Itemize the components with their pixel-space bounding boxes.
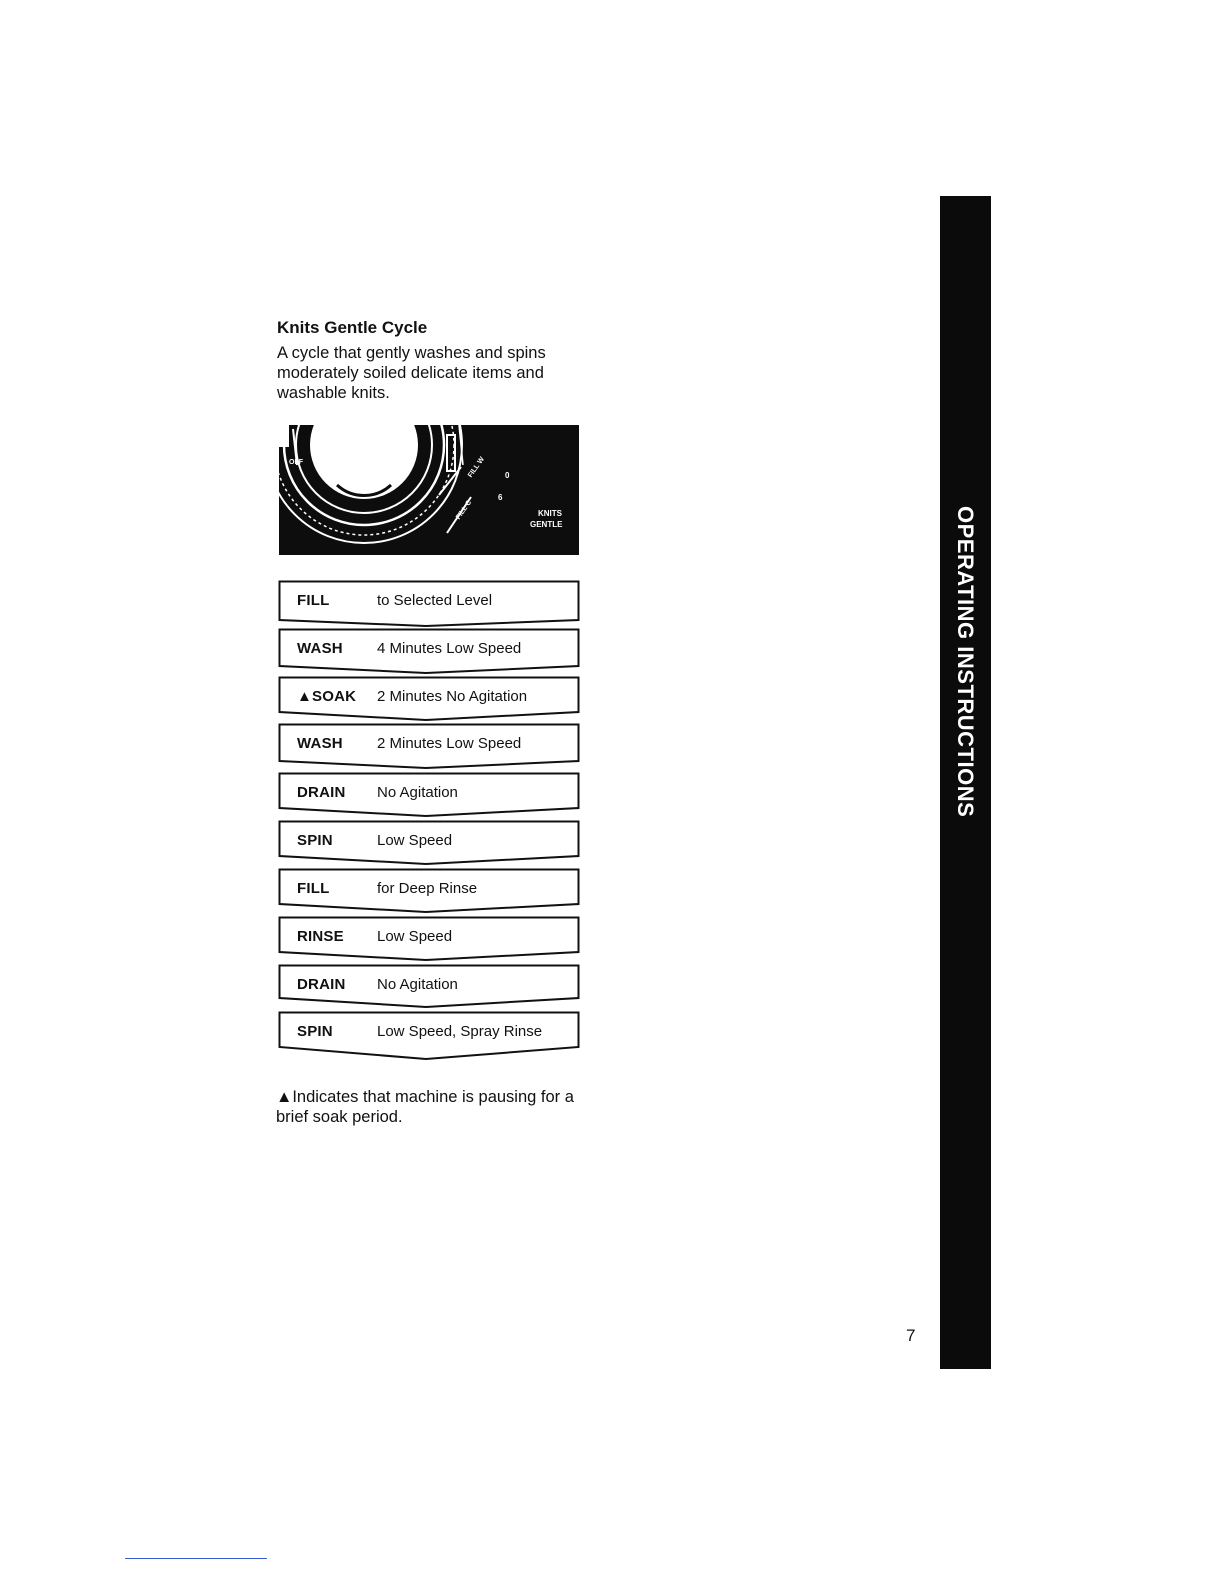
cycle-step xyxy=(278,820,580,868)
dial-knits-label: KNITS xyxy=(538,509,562,518)
step-description: for Deep Rinse xyxy=(377,880,478,897)
cycle-step xyxy=(278,868,580,916)
step-description: 2 Minutes No Agitation xyxy=(377,688,528,705)
step-description: 4 Minutes Low Speed xyxy=(377,640,522,657)
step-name: FILL xyxy=(297,592,330,609)
step-name: SPIN xyxy=(297,1023,333,1040)
step-name: ▲SOAK xyxy=(297,688,357,705)
step-description: Low Speed xyxy=(377,832,453,849)
cycle-step xyxy=(278,676,580,724)
cycle-step xyxy=(278,916,580,964)
step-name: DRAIN xyxy=(297,976,346,993)
cycle-step xyxy=(278,964,580,1012)
dial-graphic xyxy=(279,425,579,555)
dial-fill-c-label: FILL C xyxy=(455,499,474,522)
dial-off-label: OFF xyxy=(289,459,303,466)
section-side-tab xyxy=(940,196,991,1369)
step-description: 2 Minutes Low Speed xyxy=(377,735,522,752)
step-description: Low Speed xyxy=(377,928,453,945)
cycle-step xyxy=(278,723,580,771)
step-name: WASH xyxy=(297,735,343,752)
cycle-step xyxy=(278,580,580,628)
step-name: FILL xyxy=(297,880,330,897)
step-name: DRAIN xyxy=(297,784,346,801)
dial-mark-0: 0 xyxy=(505,471,510,480)
side-tab-label: OPERATING INSTRUCTIONS xyxy=(953,506,978,818)
step-description: Low Speed, Spray Rinse xyxy=(377,1023,543,1040)
dial-mark-6: 6 xyxy=(498,493,503,502)
cycle-step xyxy=(278,1011,580,1059)
step-name: RINSE xyxy=(297,928,344,945)
cycle-step xyxy=(278,772,580,820)
soak-footnote: ▲Indicates that machine is pausing for a brief soak period. xyxy=(276,1088,574,1126)
dial-fill-w-label: FILL W xyxy=(467,455,487,480)
step-name: SPIN xyxy=(297,832,333,849)
section-title: Knits Gentle Cycle xyxy=(277,318,428,337)
step-description: No Agitation xyxy=(377,784,458,801)
control-dial-illustration xyxy=(279,425,579,555)
intro-text: A cycle that gently washes and spins moderately soiled delicate items and washable knits. xyxy=(277,344,546,402)
cycle-step xyxy=(278,628,580,676)
step-description: to Selected Level xyxy=(377,592,493,609)
step-name: WASH xyxy=(297,640,343,657)
dial-gentle-label: GENTLE xyxy=(530,520,563,529)
page-number: 7 xyxy=(906,1326,916,1345)
step-description: No Agitation xyxy=(377,976,458,993)
bottom-rule xyxy=(125,1558,267,1559)
